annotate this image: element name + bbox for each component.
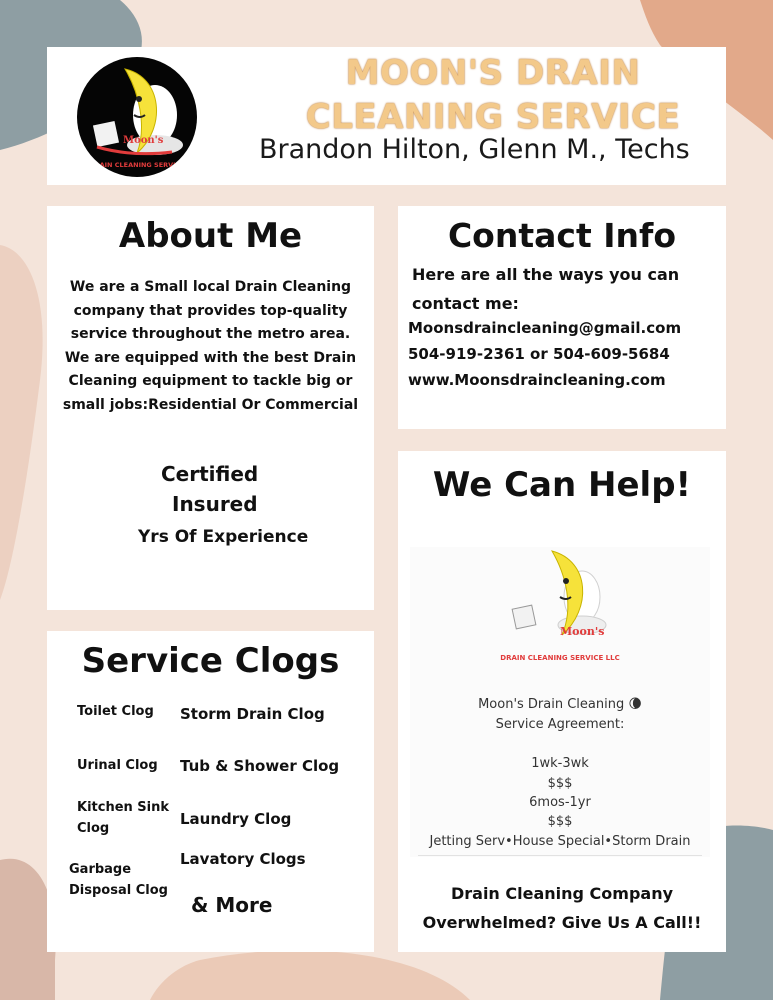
agreement-line: Jetting Serv•House Special•Storm Drain <box>429 834 691 849</box>
contact-phones[interactable]: 504-919-2361 or 504-609-5684 <box>408 345 670 363</box>
logo-label: Moon's <box>123 135 164 146</box>
moon-toilet-icon <box>500 547 620 657</box>
agreement-line: $$$ <box>547 776 573 791</box>
services-card <box>47 631 374 952</box>
service-item: Garbage Disposal Clog <box>69 862 168 898</box>
agreement-line: $$$ <box>547 814 573 829</box>
header-card <box>47 47 726 185</box>
company-title-line-1: MOON'S DRAIN <box>345 53 641 93</box>
trait-certified: Certified <box>161 462 259 486</box>
service-item: Laundry Clog <box>180 810 292 828</box>
about-card <box>47 206 374 610</box>
logo-sublabel: DRAIN CLEANING SERVICE <box>89 161 185 169</box>
trait-insured: Insured <box>172 492 258 516</box>
services-title: Service Clogs <box>81 641 340 681</box>
panel-logo-sublabel: DRAIN CLEANING SERVICE LLC <box>500 654 620 662</box>
service-item: Lavatory Clogs <box>180 850 306 868</box>
panel-logo-label: Moon's <box>560 625 605 638</box>
service-more: & More <box>191 893 273 917</box>
divider <box>418 855 702 856</box>
contact-title: Contact Info <box>447 216 677 255</box>
service-item: Urinal Clog <box>77 758 158 773</box>
agreement-line: 6mos-1yr <box>529 795 591 810</box>
contact-intro: Here are all the ways you can contact me: <box>412 265 680 313</box>
contact-email[interactable]: Moonsdraincleaning@gmail.com <box>408 319 682 337</box>
about-description: We are a Small local Drain Cleaning company that provides top-quality service throughout the metro area. We are equipped with the best Drain Cleaning equipment to tackle big or small jobs:Residential Or Commercial <box>62 279 359 413</box>
company-logo <box>77 57 197 177</box>
agreement-line: Service Agreement: <box>495 717 625 732</box>
help-title: We Can Help! <box>432 465 692 505</box>
moon-toilet-icon <box>77 57 197 177</box>
contact-website[interactable]: www.Moonsdraincleaning.com <box>408 371 666 389</box>
service-item: Tub & Shower Clog <box>180 757 340 775</box>
agreement-line: Moon's Drain Cleaning 🌘 <box>478 697 642 712</box>
service-agreement-panel <box>410 547 710 857</box>
technicians-line: Brandon Hilton, Glenn M., Techs <box>259 134 690 165</box>
service-item: Storm Drain Clog <box>180 705 325 723</box>
about-title: About Me <box>118 216 303 256</box>
service-item: Kitchen Sink Clog <box>77 800 170 836</box>
service-item: Toilet Clog <box>77 704 154 719</box>
agreement-line: 1wk-3wk <box>531 756 589 771</box>
help-footer: Drain Cleaning Company Overwhelmed? Give Us A Call!! <box>422 884 702 932</box>
trait-experience: Yrs Of Experience <box>138 527 309 547</box>
company-title-line-2: CLEANING SERVICE <box>305 97 681 137</box>
help-card <box>398 451 726 952</box>
contact-card <box>398 206 726 429</box>
